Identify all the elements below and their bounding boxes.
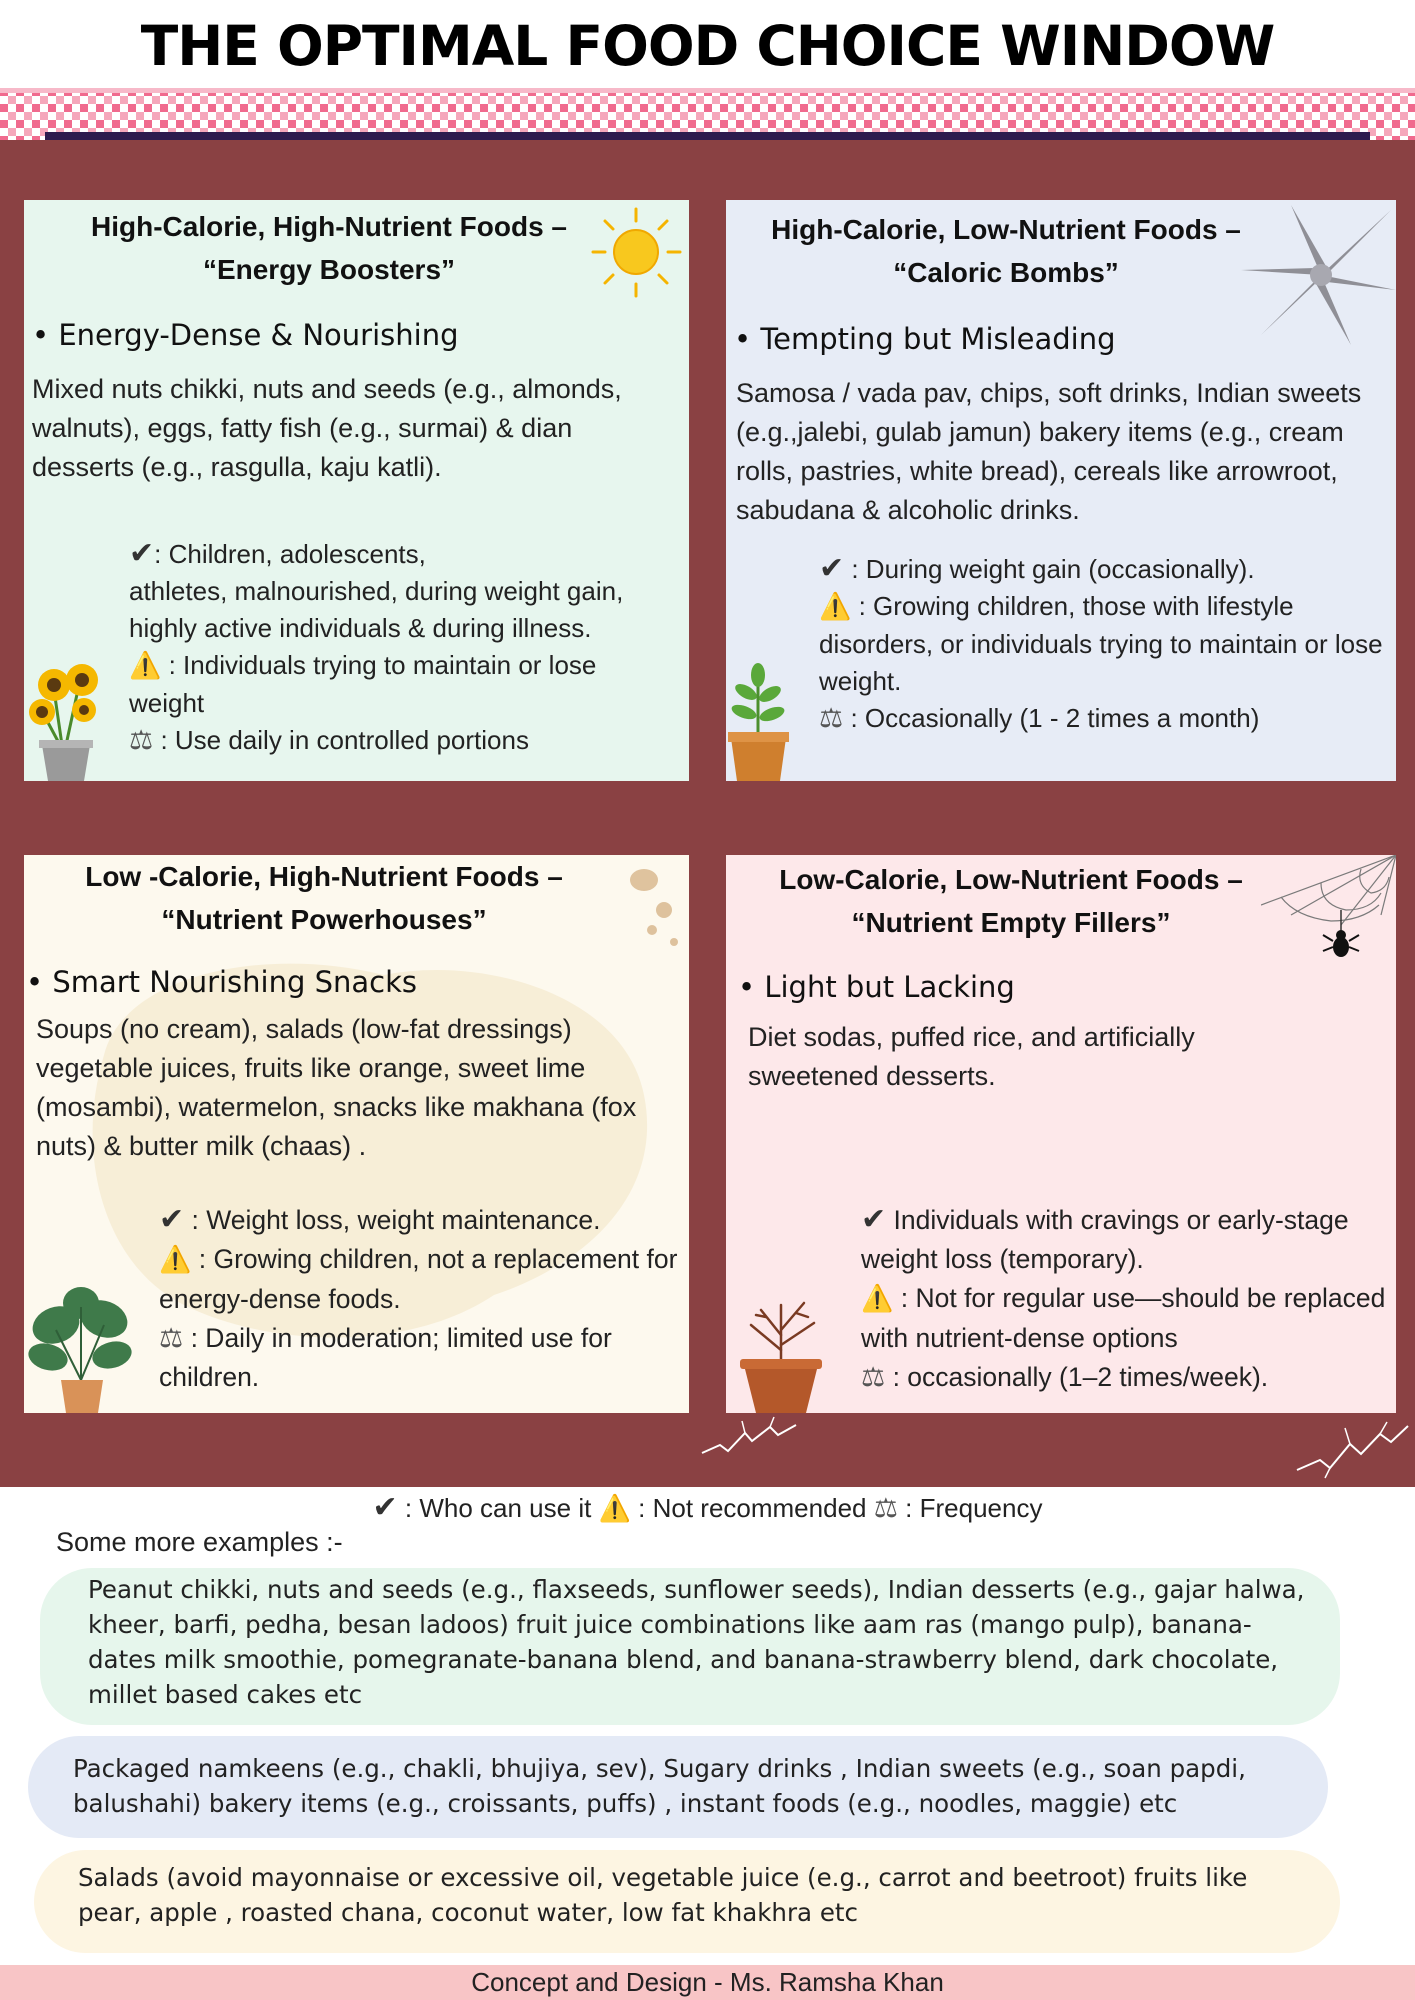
card-title-line1: High-Calorie, Low-Nutrient Foods – [771,214,1241,245]
who-note [129,535,674,573]
sunflower-pot-icon [24,650,109,781]
not-recommended-note [861,1279,1386,1358]
who-text: : Weight loss, weight maintenance. [184,1205,601,1235]
footer-credit: Concept and Design - Ms. Ramsha Khan [0,1965,1415,2000]
balance-scale-icon: ⚖ [819,703,844,734]
card-title-line2: “Nutrient Empty Fillers” [851,907,1171,938]
not-recommended-note [159,1240,679,1319]
card-title-line2: “Energy Boosters” [202,254,456,285]
card-title-line1: Low -Calorie, High-Nutrient Foods – [85,861,563,892]
card-title [731,858,1291,944]
more-examples-heading: Some more examples :- [56,1527,343,1557]
frequency-note [819,700,1384,737]
frequency-note [129,722,674,759]
crack-icon [1295,1420,1410,1480]
warning-icon: ⚠️ [129,651,162,681]
card-notes [159,1200,679,1397]
card-title-line1: High-Calorie, High-Nutrient Foods – [91,211,567,242]
not-recommended-text: : Growing children, not a replacement for energy-dense foods. [159,1244,678,1314]
legend [0,1490,1415,1525]
card-notes [129,535,674,759]
legend-not-recommended: : Not recommended [630,1493,874,1523]
warning-icon: ⚠️ [159,1245,192,1275]
frequency-text: : Use daily in controlled portions [153,725,529,755]
card-description: Samosa / vada pav, chips, soft drinks, Indian sweets (e.g.,jalebi, gulab jamun) bakery items (e.g., cream rolls, pastries, white bread), cereals like arrowroot, sabudana & alcoholic drinks. [736,378,1362,525]
frequency-text: : Occasionally (1 - 2 times a month) [843,703,1260,733]
card-subhead: • Tempting but Misleading [734,322,1116,356]
card-subhead: • Light but Lacking [738,970,1015,1004]
card-description: Diet sodas, puffed rice, and artificially sweetened desserts. [748,1022,1195,1091]
not-recommended-text: : Individuals trying to maintain or lose weight [129,650,597,718]
frequency-note [159,1319,679,1397]
card-caloric-bombs [726,200,1396,781]
monstera-pot-icon [26,1285,136,1413]
balance-scale-icon: ⚖ [159,1323,184,1354]
who-note [819,550,1384,588]
coffee-stain-icon [624,860,689,955]
who-text-cont: athletes, malnourished, during weight gain, highly active individuals & during illness. [129,576,624,643]
who-text: : During weight gain (occasionally). [844,554,1255,584]
warning-icon: ⚠️ [861,1284,894,1314]
card-title [54,205,604,291]
checkmark-icon: ✔ [372,1490,398,1525]
legend-frequency: : Frequency [897,1493,1043,1523]
example-pill-caloric: Packaged namkeens (e.g., chakli, bhujiya, sev), Sugary drinks , Indian sweets (e.g., soan papdi, balushahi) bakery items (e.g., croissants, puffs) , instant foods (e.g., noodles, maggie) etc [28,1736,1328,1838]
card-description: Soups (no cream), salads (low-fat dressings) vegetable juices, fruits like orange, sweet lime (mosambi), watermelon, snacks like makhana (fox nuts) & butter milk (chaas) . [36,1014,637,1161]
dead-plant-pot-icon [736,1295,826,1413]
card-title-line1: Low-Calorie, Low-Nutrient Foods – [779,864,1243,895]
card-notes [861,1200,1386,1397]
who-note [861,1200,1386,1279]
example-pill-nutrient: Salads (avoid mayonnaise or excessive oil, vegetable juice (e.g., carrot and beetroot) fruits like pear, apple , roasted chana, coconut water, low fat khakhra etc [34,1850,1340,1953]
card-title [34,855,614,941]
card-description: Mixed nuts chikki, nuts and seeds (e.g., almonds, walnuts), eggs, fatty fish (e.g., surmai) & dian desserts (e.g., rasgulla, kaju katli). [32,374,622,482]
sun-icon [589,205,684,300]
not-recommended-text: : Growing children, those with lifestyle disorders, or individuals trying to maintain or lose weight. [819,591,1383,696]
balance-scale-icon: ⚖ [873,1493,898,1524]
frequency-text: : Daily in moderation; limited use for children. [159,1323,612,1392]
warning-icon: ⚠️ [819,592,852,622]
frequency-note [861,1358,1386,1397]
legend-who: : Who can use it [397,1493,599,1523]
frequency-text: : occasionally (1–2 times/week). [885,1362,1269,1392]
card-subhead: • Energy-Dense & Nourishing [32,318,459,352]
warning-icon: ⚠️ [598,1494,631,1524]
page-title: THE OPTIMAL FOOD CHOICE WINDOW [140,14,1275,78]
crack-burst-icon [1231,200,1396,350]
balance-scale-icon: ⚖ [129,725,154,756]
example-pill-energy: Peanut chikki, nuts and seeds (e.g., flaxseeds, sunflower seeds), Indian desserts (e.g., gajar halwa, kheer, barfi, pedha, besan ladoos) fruit juice combinations like aam ras (mango pulp), banana-dates milk smoothie, pomegranate-banana blend, and banana-strawberry blend, dark chocolate, millet based cakes etc [40,1568,1340,1725]
card-notes [819,550,1384,737]
checkmark-icon: ✔ [861,1202,887,1237]
card-nutrient-empty-fillers [726,855,1396,1413]
checkmark-icon: ✔ [129,536,155,571]
not-recommended-note [819,588,1384,700]
spider-web-icon [1261,855,1396,965]
card-nutrient-powerhouses [24,855,689,1413]
not-recommended-text: : Not for regular use—should be replaced with nutrient-dense options [861,1283,1386,1353]
crack-icon [700,1415,800,1460]
checkmark-icon: ✔ [159,1202,185,1237]
checkmark-icon: ✔ [819,551,845,586]
who-note [159,1200,679,1240]
card-title [731,208,1281,294]
not-recommended-note [129,647,674,722]
who-text: Individuals with cravings or early-stage weight loss (temporary). [861,1205,1349,1274]
balance-scale-icon: ⚖ [861,1362,886,1393]
card-title-line2: “Nutrient Powerhouses” [161,904,487,935]
who-text: : Children, adolescents, [154,539,426,569]
seedling-pot-icon [726,660,791,781]
card-title-line2: “Caloric Bombs” [893,257,1119,288]
card-energy-boosters [24,200,689,781]
card-subhead: • Smart Nourishing Snacks [26,965,418,999]
